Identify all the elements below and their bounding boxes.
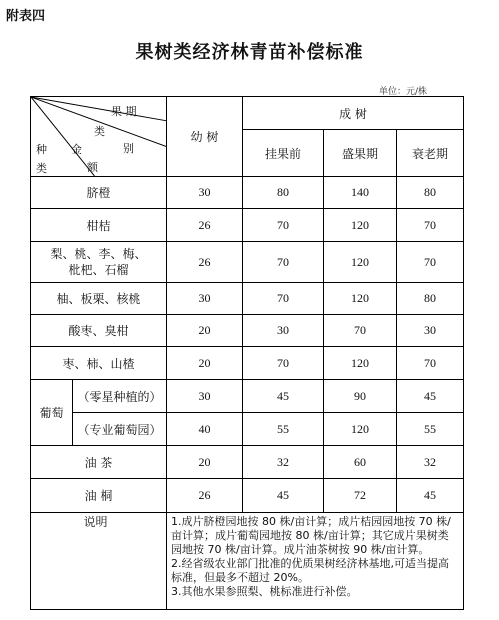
compensation-table bbox=[30, 96, 464, 610]
cell-young: 20 bbox=[167, 347, 243, 380]
diagonal-header-cell bbox=[31, 97, 167, 177]
table-row bbox=[31, 283, 464, 315]
header-mature: 成 树 bbox=[243, 97, 464, 130]
cell-old: 80 bbox=[397, 283, 464, 315]
cell-peak: 90 bbox=[324, 380, 397, 413]
cell-young: 30 bbox=[167, 283, 243, 315]
cell-peak: 72 bbox=[324, 479, 397, 513]
cell-old: 45 bbox=[397, 479, 464, 513]
row-name: 柑桔 bbox=[31, 209, 167, 242]
notes-label-text: 说明 bbox=[83, 515, 108, 529]
cell-young: 20 bbox=[167, 446, 243, 479]
row-name: （零星种植的） bbox=[73, 380, 167, 413]
cell-peak: 120 bbox=[324, 283, 397, 315]
cell-old: 70 bbox=[397, 347, 464, 380]
note-line-2: 2.经省级农业部门批准的优质果树经济林基地,可适当提高标准，但最多不超过 20%。 bbox=[171, 557, 449, 584]
diag-bie: 别 bbox=[123, 142, 134, 155]
cell-young: 20 bbox=[167, 315, 243, 347]
cell-young: 26 bbox=[167, 209, 243, 242]
table-row bbox=[31, 446, 464, 479]
table-row bbox=[31, 177, 464, 209]
cell-young: 30 bbox=[167, 380, 243, 413]
cell-peak: 120 bbox=[324, 347, 397, 380]
row-name: 酸枣、臭柑 bbox=[31, 315, 167, 347]
cell-peak: 70 bbox=[324, 315, 397, 347]
row-name: （专业葡萄园） bbox=[73, 413, 167, 446]
diag-lei: 类 bbox=[36, 162, 47, 175]
cell-old: 70 bbox=[397, 242, 464, 283]
row-name: 油 桐 bbox=[31, 479, 167, 513]
cell-early: 32 bbox=[243, 446, 324, 479]
cell-old: 45 bbox=[397, 380, 464, 413]
cell-young: 40 bbox=[167, 413, 243, 446]
notes-body bbox=[167, 513, 464, 610]
cell-young: 30 bbox=[167, 177, 243, 209]
unit-label: 单位：元/株 bbox=[378, 87, 427, 97]
diag-fruit-period: 果 期 bbox=[111, 105, 137, 118]
diag-jin: 金 bbox=[71, 143, 82, 156]
note-line-1: 1.成片脐橙园地按 80 株/亩计算；成片桔园园地按 70 株/亩计算；成片葡萄园地按 80 株/亩计算；其它成片果树类园地按 70 株/亩计算。成片油茶树按 90 株/亩计算。 bbox=[171, 515, 451, 556]
diag-e: 额 bbox=[87, 161, 98, 174]
cell-early: 30 bbox=[243, 315, 324, 347]
cell-early: 55 bbox=[243, 413, 324, 446]
notes-label bbox=[31, 513, 167, 610]
table-row bbox=[31, 347, 464, 380]
cell-young: 26 bbox=[167, 479, 243, 513]
cell-early: 80 bbox=[243, 177, 324, 209]
cell-old: 70 bbox=[397, 209, 464, 242]
cell-peak: 120 bbox=[324, 209, 397, 242]
cell-early: 70 bbox=[243, 283, 324, 315]
table-row bbox=[31, 209, 464, 242]
notes-row bbox=[31, 513, 464, 610]
header-peak: 盛果期 bbox=[324, 130, 397, 177]
table-row bbox=[31, 242, 464, 283]
cell-young: 26 bbox=[167, 242, 243, 283]
cell-early: 70 bbox=[243, 209, 324, 242]
cell-peak: 120 bbox=[324, 242, 397, 283]
cell-peak: 140 bbox=[324, 177, 397, 209]
cell-peak: 120 bbox=[324, 413, 397, 446]
diag-category: 类 bbox=[94, 125, 105, 138]
row-name-line2: 枇杷、石榴 bbox=[68, 263, 129, 277]
cell-old: 30 bbox=[397, 315, 464, 347]
diag-zhong: 种 bbox=[36, 143, 47, 156]
table-row bbox=[31, 315, 464, 347]
cell-early: 45 bbox=[243, 479, 324, 513]
cell-old: 55 bbox=[397, 413, 464, 446]
page-title: 果树类经济林青苗补偿标准 bbox=[135, 42, 364, 63]
table-row bbox=[31, 413, 464, 446]
cell-old: 80 bbox=[397, 177, 464, 209]
header-young: 幼 树 bbox=[167, 97, 243, 177]
cell-early: 45 bbox=[243, 380, 324, 413]
cell-early: 70 bbox=[243, 347, 324, 380]
table-row bbox=[31, 479, 464, 513]
row-name: 枣、柿、山楂 bbox=[31, 347, 167, 380]
header-early: 挂果前 bbox=[243, 130, 324, 177]
row-name-line1: 梨、桃、李、梅、 bbox=[50, 247, 147, 261]
grape-label: 葡萄 bbox=[31, 380, 73, 446]
cell-old: 32 bbox=[397, 446, 464, 479]
row-name: 脐橙 bbox=[31, 177, 167, 209]
note-line-3: 3.其他水果参照梨、桃标准进行补偿。 bbox=[171, 585, 358, 598]
row-name bbox=[31, 242, 167, 283]
table-row bbox=[31, 380, 464, 413]
header-old: 衰老期 bbox=[397, 130, 464, 177]
cell-early: 70 bbox=[243, 242, 324, 283]
row-name: 柚、板栗、核桃 bbox=[31, 283, 167, 315]
appendix-label: 附表四 bbox=[6, 9, 46, 24]
cell-peak: 60 bbox=[324, 446, 397, 479]
row-name: 油 茶 bbox=[31, 446, 167, 479]
